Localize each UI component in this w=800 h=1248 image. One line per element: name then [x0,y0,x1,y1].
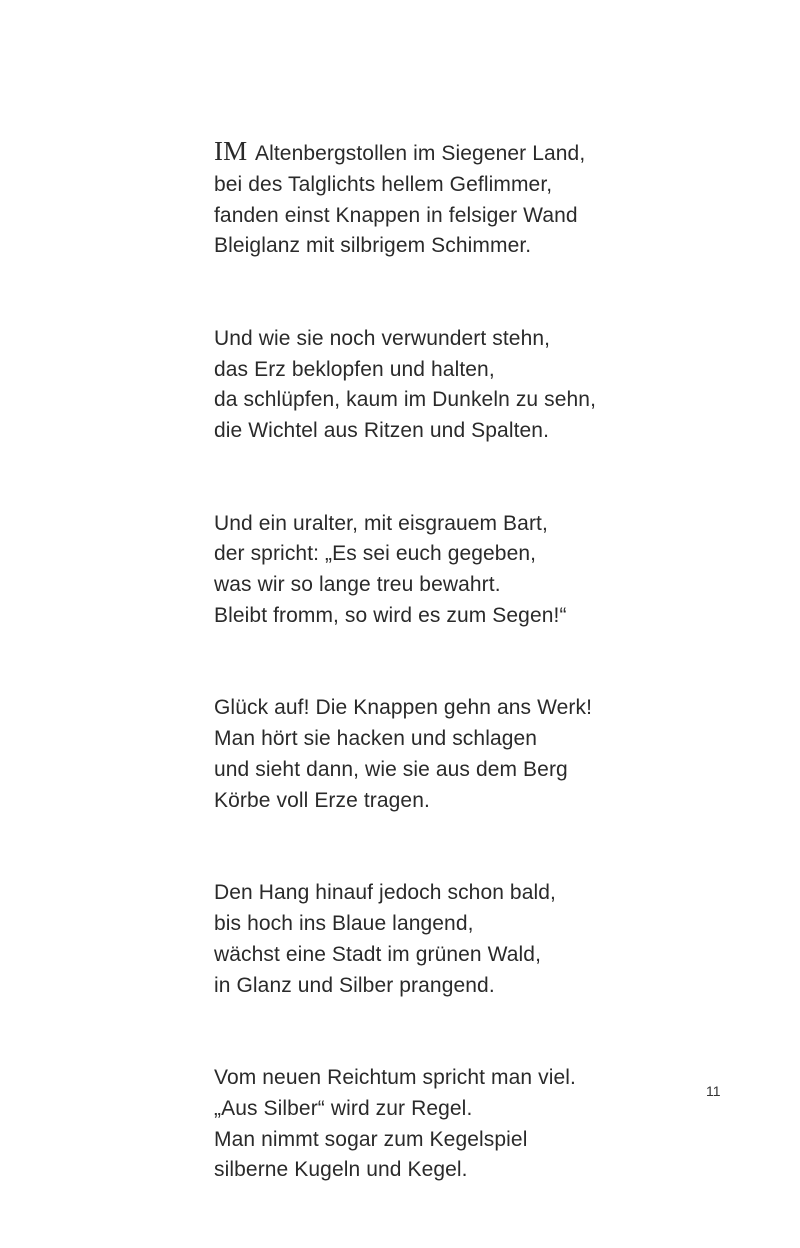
poem-line-text: Man nimmt sogar zum Kegelspiel [214,1127,528,1151]
poem-line [214,231,596,262]
poem [214,136,597,1248]
poem-line [214,755,596,786]
stanza [214,1063,596,1186]
poem-line [214,1063,596,1094]
stanza [214,878,596,1001]
poem-line-text: silberne Kugeln und Kegel. [214,1158,468,1182]
poem-line-text: wächst eine Stadt im grünen Wald, [214,942,542,966]
poem-line-text: was wir so lange treu bewahrt. [214,573,501,597]
poem-line [214,971,596,1002]
poem-line [214,878,596,909]
poem-line [214,1155,596,1186]
poem-line-text: der spricht: „Es sei euch gegeben, [214,542,537,566]
poem-line-text: Glück auf! Die Knappen gehn ans Werk! [214,696,593,720]
poem-line-text: bis hoch ins Blaue langend, [214,911,474,935]
poem-line [214,601,596,632]
poem-line-text: das Erz beklopfen und halten, [214,357,495,381]
page-number: 11 [706,1083,721,1099]
poem-line-text: Altenbergstollen im Siegener Land, [250,142,586,165]
stanza [214,136,596,262]
poem-line-text: Bleiglanz mit silbrigem Schimmer. [214,234,532,258]
poem-line [214,170,596,201]
poem-line-text: in Glanz und Silber prangend. [214,973,495,997]
poem-line [214,416,596,447]
poem-line-text: fanden einst Knappen in felsiger Wand [214,203,578,227]
poem-line-text: Und ein uralter, mit eisgrauem Bart, [214,511,548,535]
poem-line [214,940,596,971]
stanza [214,324,596,447]
poem-line [214,201,596,232]
poem-line [214,324,596,355]
poem-line [214,385,596,416]
stanza [214,509,596,632]
poem-line [214,570,596,601]
poem-line [214,1094,596,1125]
poem-line-text: Körbe voll Erze tragen. [214,788,430,812]
initial-capital: IM [214,136,248,166]
poem-line-text: bei des Talglichts hellem Geflimmer, [214,172,553,196]
poem-line-text: Und wie sie noch verwundert stehn, [214,326,551,350]
poem-line [214,355,596,386]
poem-line-text: Bleibt fromm, so wird es zum Segen!“ [214,603,567,627]
poem-line-text: Vom neuen Reichtum spricht man viel. [214,1065,576,1089]
poem-line [214,509,596,540]
poem-line-text: da schlüpfen, kaum im Dunkeln zu sehn, [214,388,597,412]
poem-line [214,136,596,170]
stanza [214,693,596,816]
poem-line [214,786,596,817]
poem-line-text: und sieht dann, wie sie aus dem Berg [214,757,568,781]
poem-line [214,539,596,570]
poem-line-text: Man hört sie hacken und schlagen [214,727,538,751]
poem-line [214,693,596,724]
poem-line [214,909,596,940]
poem-line-text: Den Hang hinauf jedoch schon bald, [214,881,556,905]
poem-line [214,724,596,755]
poem-line [214,1125,596,1156]
poem-line-text: die Wichtel aus Ritzen und Spalten. [214,419,550,443]
poem-line-text: „Aus Silber“ wird zur Regel. [214,1096,473,1120]
